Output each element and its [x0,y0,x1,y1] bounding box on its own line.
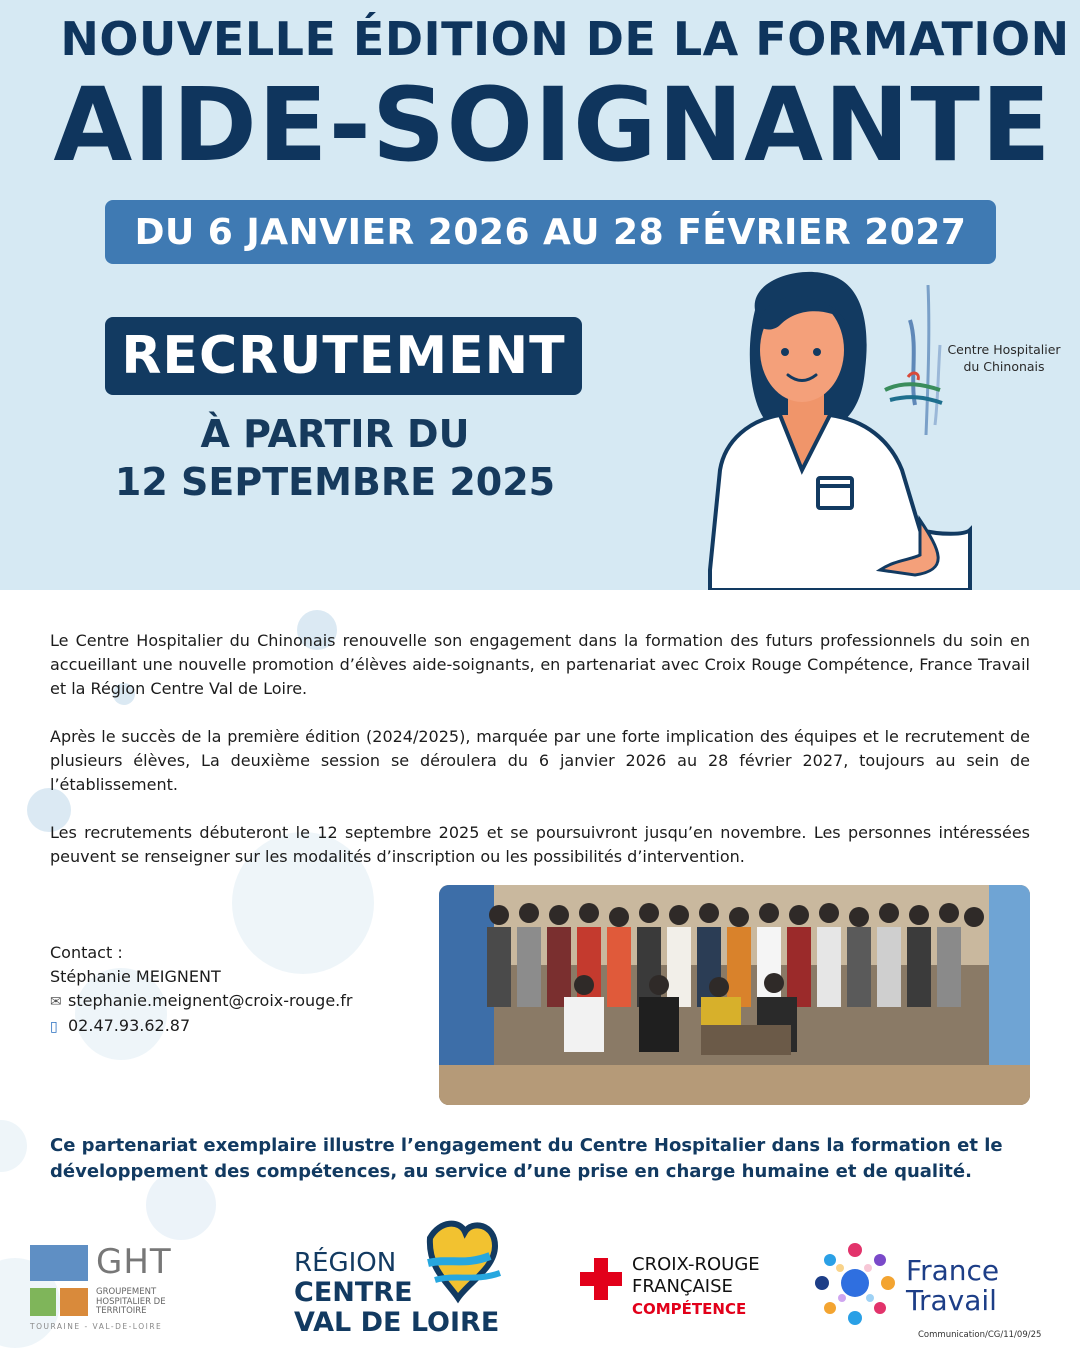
decor-bubble [0,1120,27,1172]
communication-credit: Communication/CG/11/09/25 [918,1330,1042,1340]
france-travail-logo [810,1238,1030,1333]
paragraph-intro: Le Centre Hospitalier du Chinonais renouvelle son engagement dans la formation des futurs professionnels du soin en accueillant une nouvelle promotion d’élèves aide-soignants, en partenariat avec Croix Rouge Compétence, France Travail et la Région Centre Val de Loire. [50,631,1030,698]
contact-name: Stéphanie MEIGNENT [50,967,221,986]
hero-section [0,0,1080,590]
ght-line-1: GROUPEMENT [96,1287,157,1297]
france-travail-dots-mark [810,1238,900,1333]
hospital-name-line-2: du Chinonais [963,358,1045,374]
paragraph-recruitment: Les recrutements débuteront le 12 septembre 2025 et se poursuivront jusqu’en novembre. Les personnes intéressées peuvent se renseigner sur les modalités d’inscription ou les possibilités d’intervention. [50,823,1030,866]
recruitment-badge [105,317,582,395]
region-line-2: CENTRE [294,1277,413,1308]
ft-line-1: France [906,1254,1000,1287]
region-centre-logo [290,1218,520,1340]
start-line-2: 12 SEPTEMBRE 2025 [114,460,556,504]
ght-line-2: HOSPITALIER DE [96,1296,166,1307]
red-cross-icon [580,1258,624,1302]
contact-phone: 02.47.93.62.87 [68,1016,191,1035]
ght-line-3: TERRITOIRE [96,1306,147,1316]
hospital-name-line-1: Centre Hospitalier [947,342,1061,357]
closing-statement: Ce partenariat exemplaire illustre l’engagement du Centre Hospitalier dans la formation et le développement des compétences, au service d’une prise en charge humaine et de qualité. [50,1135,1003,1182]
contact-block [50,941,430,1039]
hospital-logo-text [940,342,1068,376]
croix-rouge-text [632,1254,760,1320]
region-line-1: RÉGION [294,1248,397,1278]
start-line-1: À PARTIR DU [200,412,470,456]
envelope-icon: ✉ [50,994,62,1010]
ght-territory: TOURAINE - VAL-DE-LOIRE [30,1322,163,1331]
headline-line-1: NOUVELLE ÉDITION DE LA FORMATION [60,12,1070,66]
region-text [294,1248,499,1338]
ght-subtitle [96,1288,166,1317]
crf-line-1: CROIX-ROUGE [632,1254,760,1275]
mobile-phone-icon: ▯ [50,1019,58,1035]
date-range-text: DU 6 JANVIER 2026 AU 28 FÉVRIER 2027 [134,211,967,253]
region-line-3: VAL DE LOIRE [294,1307,500,1338]
contact-phone-row [50,1014,430,1039]
group-photo [439,885,1030,1105]
recruitment-label: RECRUTEMENT [121,326,566,386]
france-travail-text [906,1256,999,1316]
contact-email-row [50,989,430,1014]
crf-line-2: FRANÇAISE [632,1276,733,1297]
croix-rouge-logo [578,1252,788,1322]
paragraph-session: Après le succès de la première édition (2024/2025), marquée par une forte implication des équipes et le recrutement de plusieurs élèves, La deuxième session se déroulera du 6 janvier 2026 au 28 février 2027, toujours au sein de l’établissement. [50,727,1030,794]
headline-line-2: AIDE-SOIGNANTE [53,66,1052,185]
ght-title: GHT [96,1242,172,1282]
contact-heading: Contact : [50,943,123,962]
crf-line-3: COMPÉTENCE [632,1300,747,1318]
contact-email-link[interactable]: stephanie.meignent@croix-rouge.fr [68,991,353,1010]
date-range-banner [105,200,996,264]
ght-logo [30,1240,190,1335]
ft-line-2: Travail [906,1284,997,1317]
